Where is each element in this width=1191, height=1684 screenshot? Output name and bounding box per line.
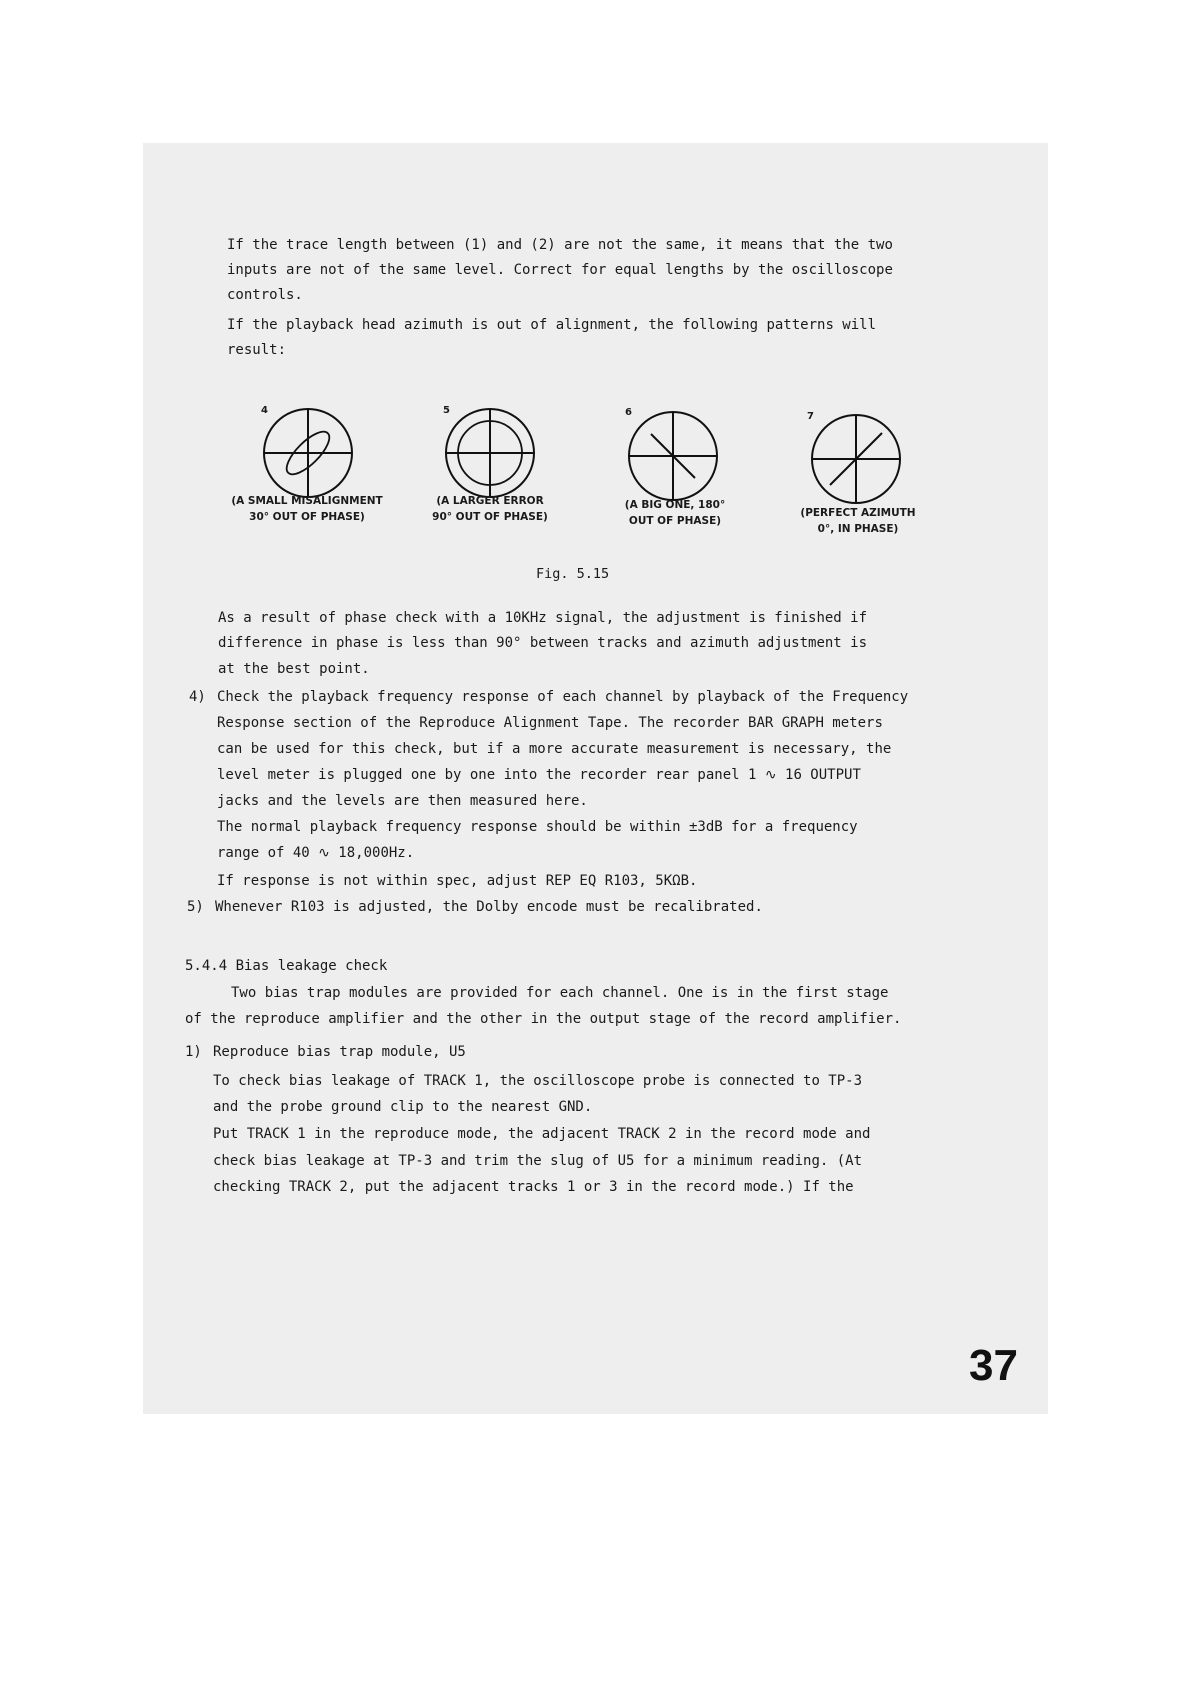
step-4-line-5: jacks and the levels are then measured here. [217,793,588,809]
figure-6-caption-line-2: OUT OF PHASE) [628,515,722,527]
figure-4-caption-line-1: (A SMALL MISALIGNMENT [231,495,383,507]
step-4-line-6: The normal playback frequency response should be within ±3dB for a frequency [217,819,858,835]
step-1-line-2: and the probe ground clip to the nearest GND. [213,1099,593,1115]
step-5-marker: 5) [187,899,204,915]
figure-7-scope-pattern [806,411,906,511]
figure-6-caption [590,497,760,529]
step-4-line-8: If response is not within spec, adjust REP EQ R103, 5KΩB. [217,873,698,889]
figure-5-number: 5 [443,405,450,416]
figure-6-caption-line-1: (A BIG ONE, 180° [624,499,726,511]
section-intro-line-2: of the reproduce amplifier and the other in the output stage of the record amplifier. [185,1011,902,1027]
figure-4-caption-line-2: 30° OUT OF PHASE) [249,511,365,523]
result-line-3: at the best point. [218,661,370,677]
figure-7-caption [773,505,943,537]
step-1-line-3: Put TRACK 1 in the reproduce mode, the adjacent TRACK 2 in the record mode and [213,1126,871,1142]
step-4-line-7: range of 40 ∿ 18,000Hz. [217,845,415,861]
figure-4-number: 4 [261,405,268,416]
step-5-text: Whenever R103 is adjusted, the Dolby encode must be recalibrated. [215,899,763,915]
step-4-marker: 4) [189,689,206,705]
result-line-2: difference in phase is less than 90° between tracks and azimuth adjustment is [218,635,868,651]
figure-4-scope-pattern [258,405,358,505]
figure-5-scope-pattern [440,405,540,505]
figure-6-number: 6 [625,407,632,418]
figure-5-caption-line-1: (A LARGER ERROR [436,495,544,507]
intro-line-4: If the playback head azimuth is out of alignment, the following patterns will [227,317,877,333]
step-4-line-4: level meter is plugged one by one into the recorder rear panel 1 ∿ 16 OUTPUT [217,767,861,783]
section-heading: 5.4.4 Bias leakage check [185,958,388,974]
step-1-line-4: check bias leakage at TP-3 and trim the slug of U5 for a minimum reading. (At [213,1153,863,1169]
page-number: 37 [969,1341,1018,1390]
step-1-line-5: checking TRACK 2, put the adjacent tracks 1 or 3 in the record mode.) If the [213,1179,854,1195]
step-1-marker: 1) [185,1044,202,1060]
figure-5-caption [405,493,575,525]
figure-4-caption [217,493,397,525]
figure-7-number: 7 [807,411,814,422]
intro-line-3: controls. [227,287,303,303]
section-intro-line-1: Two bias trap modules are provided for each channel. One is in the first stage [231,985,889,1001]
intro-line-1: If the trace length between (1) and (2) are not the same, it means that the two [227,237,893,253]
step-4-line-3: can be used for this check, but if a more accurate measurement is necessary, the [217,741,892,757]
step-4-line-1: Check the playback frequency response of each channel by playback of the Frequency [217,689,909,705]
step-1-title: Reproduce bias trap module, U5 [213,1044,466,1060]
intro-line-5: result: [227,342,287,358]
result-line-1: As a result of phase check with a 10KHz signal, the adjustment is finished if [218,610,868,626]
figure-5-caption-line-2: 90° OUT OF PHASE) [432,511,548,523]
figure-7-caption-line-2: 0°, IN PHASE) [817,523,899,535]
step-1-line-1: To check bias leakage of TRACK 1, the oscilloscope probe is connected to TP-3 [213,1073,863,1089]
manual-page [143,143,1048,1414]
figure-7-caption-line-1: (PERFECT AZIMUTH [800,507,916,519]
figure-label: Fig. 5.15 [536,566,610,582]
intro-line-2: inputs are not of the same level. Correct for equal lengths by the oscilloscope [227,262,893,278]
figure-6-scope-pattern [623,408,723,508]
step-4-line-2: Response section of the Reproduce Alignment Tape. The recorder BAR GRAPH meters [217,715,883,731]
